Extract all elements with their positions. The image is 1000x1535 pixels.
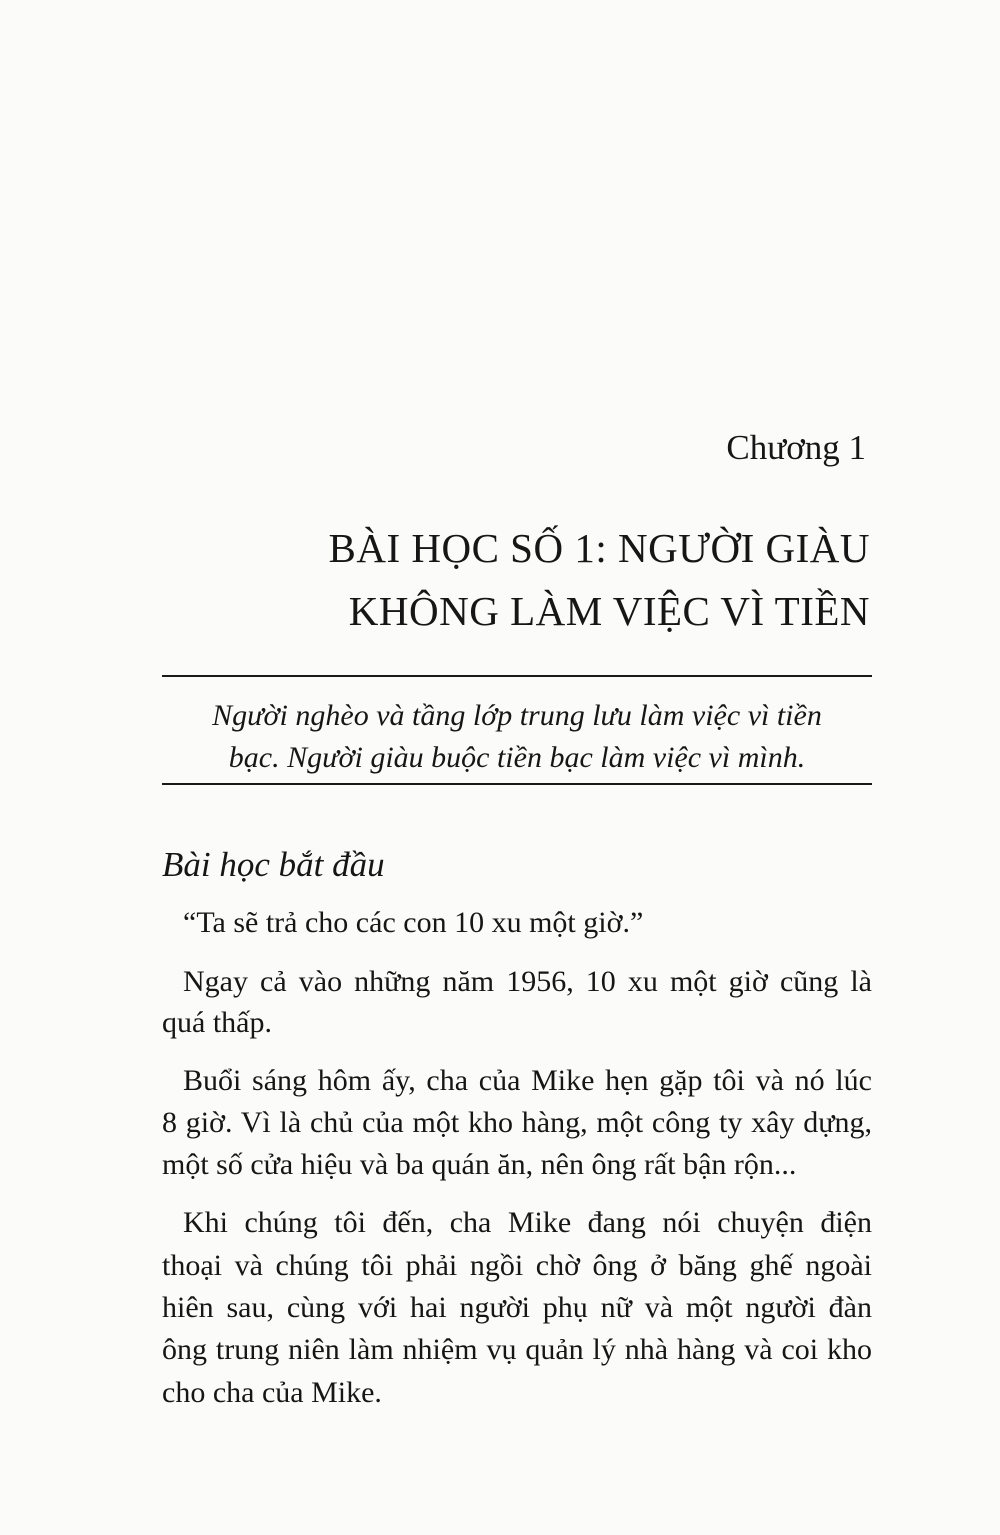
epigraph-line-1: Người nghèo và tầng lớp trung lưu làm việc vì tiền [212, 699, 822, 732]
epigraph-line-2: bạc. Người giàu buộc tiền bạc làm việc vì mình. [228, 741, 806, 774]
chapter-title-line-1: BÀI HỌC SỐ 1: NGƯỜI GIÀU [328, 525, 870, 571]
body-line: cho cha của Mike. [162, 1376, 382, 1409]
body-line: 8 giờ. Vì là chủ của một kho hàng, một công ty xây dựng, [162, 1106, 872, 1139]
body-line: hiên sau, cùng với hai người phụ nữ và một người đàn [162, 1291, 872, 1324]
chapter-title-line-2: KHÔNG LÀM VIỆC VÌ TIỀN [348, 588, 870, 634]
top-rule-divider [162, 675, 872, 677]
section-heading: Bài học bắt đầu [162, 845, 385, 884]
body-line: Khi chúng tôi đến, cha Mike đang nói chuyện điện [183, 1206, 872, 1239]
body-line: “Ta sẽ trả cho các con 10 xu một giờ.” [183, 906, 644, 939]
body-line: thoại và chúng tôi phải ngồi chờ ông ở băng ghế ngoài [162, 1249, 872, 1282]
body-line: Buổi sáng hôm ấy, cha của Mike hẹn gặp tôi và nó lúc [183, 1064, 872, 1097]
body-line: quá thấp. [162, 1006, 272, 1039]
bottom-rule-divider [162, 783, 872, 785]
body-line: ông trung niên làm nhiệm vụ quản lý nhà hàng và coi kho [162, 1333, 872, 1366]
chapter-label: Chương 1 [726, 428, 866, 467]
body-line: một số cửa hiệu và ba quán ăn, nên ông rất bận rộn... [162, 1148, 797, 1181]
body-line: Ngay cả vào những năm 1956, 10 xu một giờ cũng là [183, 965, 872, 998]
